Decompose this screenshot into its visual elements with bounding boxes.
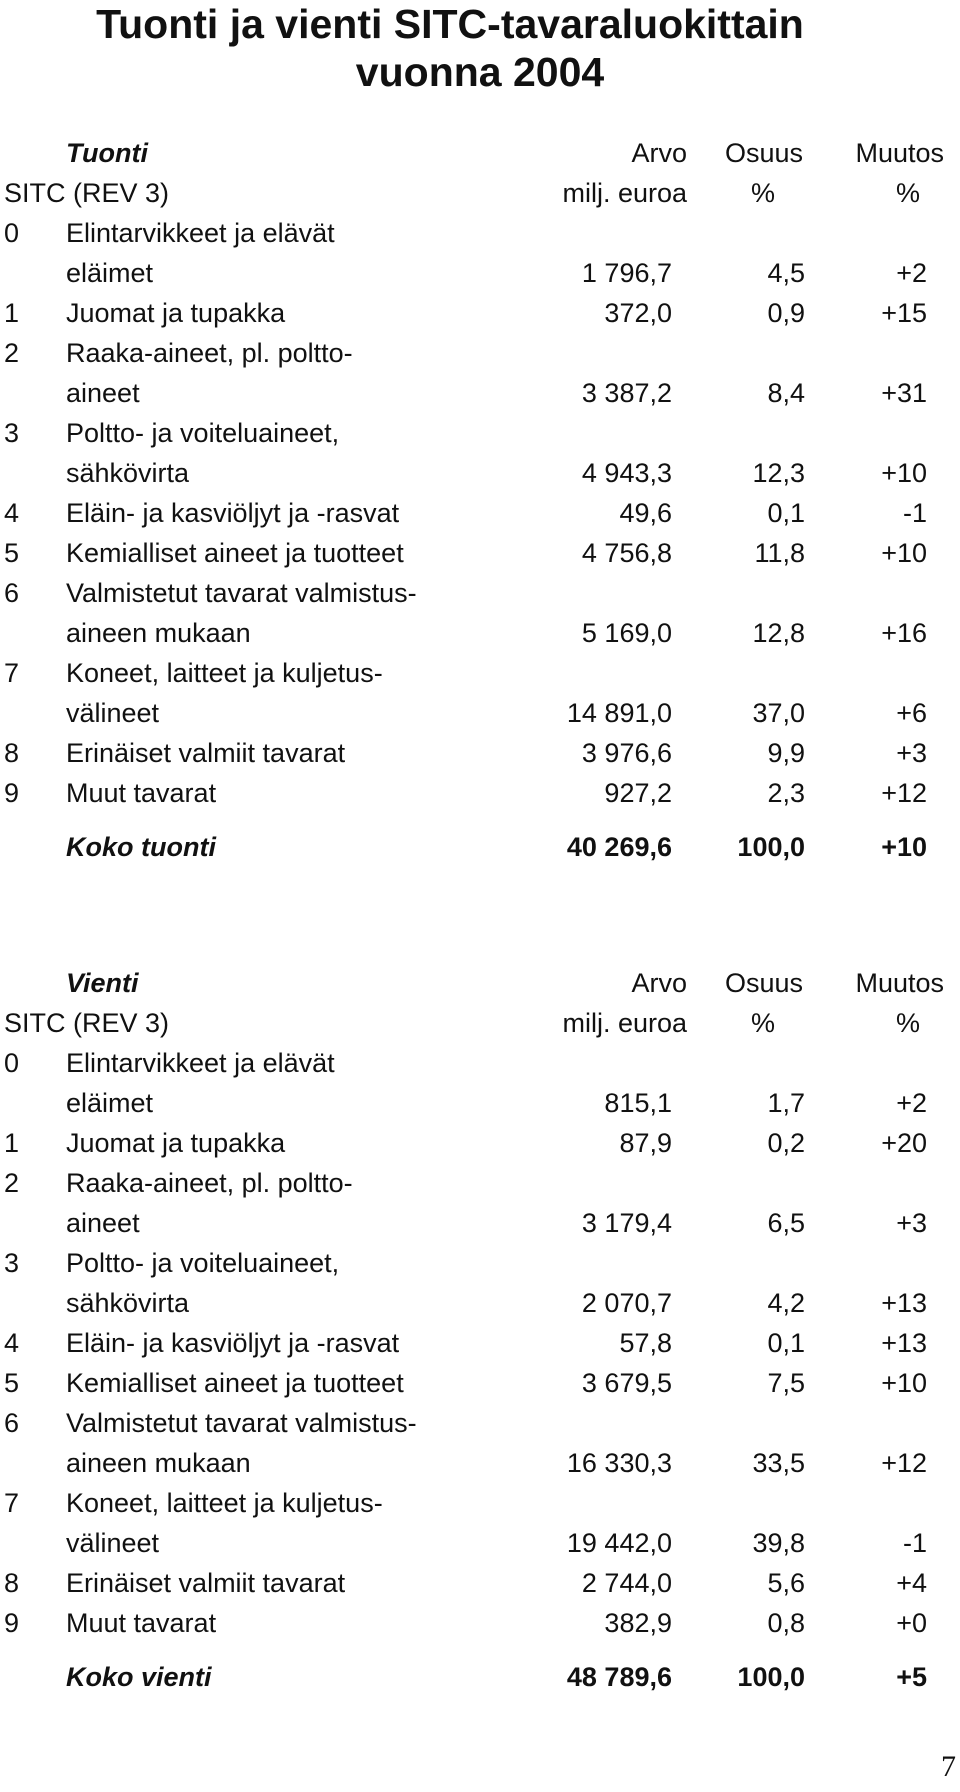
category-name-cont: välineet bbox=[66, 1528, 160, 1558]
osuus-header: Osuus bbox=[724, 968, 803, 998]
import-header-row-1 bbox=[0, 134, 960, 172]
table-row-continued bbox=[0, 374, 960, 412]
value-cell: 1 796,7 bbox=[581, 258, 672, 288]
sitc-code: 6 bbox=[4, 1408, 20, 1438]
sitc-code: 8 bbox=[4, 738, 20, 768]
table-row-continued bbox=[0, 694, 960, 732]
sitc-code: 5 bbox=[4, 1368, 20, 1398]
category-name: Eläin- ja kasviöljyt ja -rasvat bbox=[66, 1328, 400, 1358]
total-share: 100,0 bbox=[737, 832, 805, 862]
table-row bbox=[0, 214, 960, 252]
export-header-row-2 bbox=[0, 1004, 960, 1042]
table-row-continued bbox=[0, 1084, 960, 1122]
value-cell: 2 070,7 bbox=[581, 1288, 672, 1318]
share-cell: 39,8 bbox=[752, 1528, 805, 1558]
value-cell: 927,2 bbox=[604, 778, 672, 808]
category-name-cont: aineen mukaan bbox=[66, 618, 251, 648]
share-cell: 0,9 bbox=[767, 298, 805, 328]
osuus-unit: % bbox=[750, 1008, 775, 1038]
category-name: Valmistetut tavarat valmistus- bbox=[66, 1408, 417, 1438]
value-cell: 87,9 bbox=[619, 1128, 672, 1158]
table-row-continued bbox=[0, 1284, 960, 1322]
sitc-header: SITC (REV 3) bbox=[4, 1008, 170, 1038]
share-cell: 4,2 bbox=[767, 1288, 805, 1318]
osuus-unit: % bbox=[750, 178, 775, 208]
value-cell: 815,1 bbox=[604, 1088, 672, 1118]
change-cell: +4 bbox=[896, 1568, 927, 1598]
change-cell: +13 bbox=[881, 1288, 927, 1318]
arvo-unit: milj. euroa bbox=[562, 178, 687, 208]
change-cell: +2 bbox=[896, 1088, 927, 1118]
change-cell: +12 bbox=[881, 778, 927, 808]
muutos-unit: % bbox=[895, 178, 920, 208]
category-name-cont: aineet bbox=[66, 378, 140, 408]
table-row bbox=[0, 734, 960, 772]
value-cell: 3 976,6 bbox=[581, 738, 672, 768]
change-cell: +0 bbox=[896, 1608, 927, 1638]
table-row bbox=[0, 1164, 960, 1202]
total-share: 100,0 bbox=[737, 1662, 805, 1692]
sitc-code: 4 bbox=[4, 498, 20, 528]
change-cell: -1 bbox=[902, 1528, 927, 1558]
sitc-code: 4 bbox=[4, 1328, 20, 1358]
table-row bbox=[0, 574, 960, 612]
share-cell: 8,4 bbox=[767, 378, 805, 408]
category-name: Kemialliset aineet ja tuotteet bbox=[66, 538, 404, 568]
sitc-code: 1 bbox=[4, 298, 20, 328]
arvo-header: Arvo bbox=[631, 138, 687, 168]
share-cell: 0,2 bbox=[767, 1128, 805, 1158]
table-row bbox=[0, 1564, 960, 1602]
share-cell: 12,8 bbox=[752, 618, 805, 648]
total-label: Koko tuonti bbox=[66, 832, 216, 862]
table-row bbox=[0, 1244, 960, 1282]
value-cell: 14 891,0 bbox=[566, 698, 672, 728]
category-name-cont: aineet bbox=[66, 1208, 140, 1238]
table-row-continued bbox=[0, 1204, 960, 1242]
change-cell: +3 bbox=[896, 1208, 927, 1238]
change-cell: +10 bbox=[881, 538, 927, 568]
category-name: Poltto- ja voiteluaineet, bbox=[66, 1248, 340, 1278]
export-header-row-1 bbox=[0, 964, 960, 1002]
change-cell: +6 bbox=[896, 698, 927, 728]
total-label: Koko vienti bbox=[66, 1662, 212, 1692]
value-cell: 4 943,3 bbox=[581, 458, 672, 488]
change-cell: +2 bbox=[896, 258, 927, 288]
category-name-cont: sähkövirta bbox=[66, 458, 190, 488]
category-name-cont: eläimet bbox=[66, 1088, 154, 1118]
category-name-cont: aineen mukaan bbox=[66, 1448, 251, 1478]
share-cell: 2,3 bbox=[767, 778, 805, 808]
value-cell: 4 756,8 bbox=[581, 538, 672, 568]
sitc-code: 5 bbox=[4, 538, 20, 568]
value-cell: 5 169,0 bbox=[581, 618, 672, 648]
share-cell: 5,6 bbox=[767, 1568, 805, 1598]
category-name: Muut tavarat bbox=[66, 778, 217, 808]
change-cell: +31 bbox=[881, 378, 927, 408]
table-row-continued bbox=[0, 614, 960, 652]
sitc-code: 0 bbox=[4, 218, 20, 248]
sitc-code: 3 bbox=[4, 1248, 20, 1278]
table-row-continued bbox=[0, 454, 960, 492]
change-cell: +15 bbox=[881, 298, 927, 328]
total-value: 40 269,6 bbox=[566, 832, 672, 862]
import-section-label: Tuonti bbox=[66, 138, 148, 168]
total-change: +10 bbox=[881, 832, 927, 862]
sitc-code: 6 bbox=[4, 578, 20, 608]
change-cell: -1 bbox=[902, 498, 927, 528]
change-cell: +16 bbox=[881, 618, 927, 648]
category-name: Erinäiset valmiit tavarat bbox=[66, 738, 346, 768]
table-row bbox=[0, 414, 960, 452]
sitc-code: 8 bbox=[4, 1568, 20, 1598]
muutos-unit: % bbox=[895, 1008, 920, 1038]
change-cell: +10 bbox=[881, 458, 927, 488]
share-cell: 33,5 bbox=[752, 1448, 805, 1478]
table-row-continued bbox=[0, 1524, 960, 1562]
share-cell: 11,8 bbox=[754, 538, 805, 568]
page-title bbox=[0, 0, 960, 96]
category-name-cont: sähkövirta bbox=[66, 1288, 190, 1318]
import-header-row-2 bbox=[0, 174, 960, 212]
muutos-header: Muutos bbox=[855, 138, 944, 168]
value-cell: 16 330,3 bbox=[566, 1448, 672, 1478]
share-cell: 4,5 bbox=[767, 258, 805, 288]
sitc-code: 2 bbox=[4, 338, 20, 368]
share-cell: 6,5 bbox=[767, 1208, 805, 1238]
value-cell: 3 179,4 bbox=[581, 1208, 672, 1238]
share-cell: 7,5 bbox=[767, 1368, 805, 1398]
value-cell: 382,9 bbox=[604, 1608, 672, 1638]
table-row bbox=[0, 334, 960, 372]
table-row bbox=[0, 1404, 960, 1442]
export-total-row bbox=[0, 1658, 960, 1696]
category-name: Elintarvikkeet ja elävät bbox=[66, 218, 335, 248]
category-name-cont: välineet bbox=[66, 698, 160, 728]
sitc-code: 1 bbox=[4, 1128, 20, 1158]
sitc-code: 7 bbox=[4, 1488, 20, 1518]
category-name: Elintarvikkeet ja elävät bbox=[66, 1048, 335, 1078]
table-row bbox=[0, 1124, 960, 1162]
category-name: Raaka-aineet, pl. poltto- bbox=[66, 338, 353, 368]
category-name-cont: eläimet bbox=[66, 258, 154, 288]
total-value: 48 789,6 bbox=[566, 1662, 672, 1692]
category-name: Koneet, laitteet ja kuljetus- bbox=[66, 1488, 383, 1518]
table-row bbox=[0, 1484, 960, 1522]
sitc-code: 2 bbox=[4, 1168, 20, 1198]
category-name: Juomat ja tupakka bbox=[66, 1128, 286, 1158]
title-line-1: Tuonti ja vienti SITC-tavaraluokittain bbox=[96, 1, 804, 47]
category-name: Eläin- ja kasviöljyt ja -rasvat bbox=[66, 498, 400, 528]
table-row bbox=[0, 1044, 960, 1082]
sitc-code: 3 bbox=[4, 418, 20, 448]
category-name: Raaka-aineet, pl. poltto- bbox=[66, 1168, 353, 1198]
table-row bbox=[0, 294, 960, 332]
category-name: Kemialliset aineet ja tuotteet bbox=[66, 1368, 404, 1398]
muutos-header: Muutos bbox=[855, 968, 944, 998]
value-cell: 49,6 bbox=[619, 498, 672, 528]
sitc-code: 7 bbox=[4, 658, 20, 688]
arvo-header: Arvo bbox=[631, 968, 687, 998]
sitc-header: SITC (REV 3) bbox=[4, 178, 170, 208]
table-row bbox=[0, 774, 960, 812]
share-cell: 0,8 bbox=[767, 1608, 805, 1638]
export-section-label: Vienti bbox=[66, 968, 139, 998]
table-row bbox=[0, 494, 960, 532]
table-row-continued bbox=[0, 254, 960, 292]
change-cell: +10 bbox=[881, 1368, 927, 1398]
share-cell: 0,1 bbox=[767, 1328, 805, 1358]
table-row bbox=[0, 654, 960, 692]
value-cell: 372,0 bbox=[604, 298, 672, 328]
category-name: Juomat ja tupakka bbox=[66, 298, 286, 328]
share-cell: 0,1 bbox=[767, 498, 805, 528]
value-cell: 19 442,0 bbox=[566, 1528, 672, 1558]
share-cell: 12,3 bbox=[752, 458, 805, 488]
value-cell: 2 744,0 bbox=[581, 1568, 672, 1598]
change-cell: +20 bbox=[881, 1128, 927, 1158]
page-number: 7 bbox=[941, 1750, 956, 1783]
sitc-code: 0 bbox=[4, 1048, 20, 1078]
total-change: +5 bbox=[896, 1662, 927, 1692]
import-total-row bbox=[0, 828, 960, 866]
change-cell: +12 bbox=[881, 1448, 927, 1478]
category-name: Koneet, laitteet ja kuljetus- bbox=[66, 658, 383, 688]
category-name: Erinäiset valmiit tavarat bbox=[66, 1568, 346, 1598]
arvo-unit: milj. euroa bbox=[562, 1008, 687, 1038]
change-cell: +3 bbox=[896, 738, 927, 768]
category-name: Muut tavarat bbox=[66, 1608, 217, 1638]
value-cell: 57,8 bbox=[619, 1328, 672, 1358]
table-row bbox=[0, 1324, 960, 1362]
share-cell: 9,9 bbox=[767, 738, 805, 768]
category-name: Poltto- ja voiteluaineet, bbox=[66, 418, 340, 448]
share-cell: 37,0 bbox=[752, 698, 805, 728]
title-line-2: vuonna 2004 bbox=[355, 49, 605, 95]
value-cell: 3 679,5 bbox=[581, 1368, 672, 1398]
value-cell: 3 387,2 bbox=[581, 378, 672, 408]
sitc-code: 9 bbox=[4, 1608, 20, 1638]
table-row bbox=[0, 1604, 960, 1642]
sitc-code: 9 bbox=[4, 778, 20, 808]
share-cell: 1,7 bbox=[767, 1088, 805, 1118]
table-row-continued bbox=[0, 1444, 960, 1482]
table-row bbox=[0, 1364, 960, 1402]
change-cell: +13 bbox=[881, 1328, 927, 1358]
table-row bbox=[0, 534, 960, 572]
category-name: Valmistetut tavarat valmistus- bbox=[66, 578, 417, 608]
osuus-header: Osuus bbox=[724, 138, 803, 168]
